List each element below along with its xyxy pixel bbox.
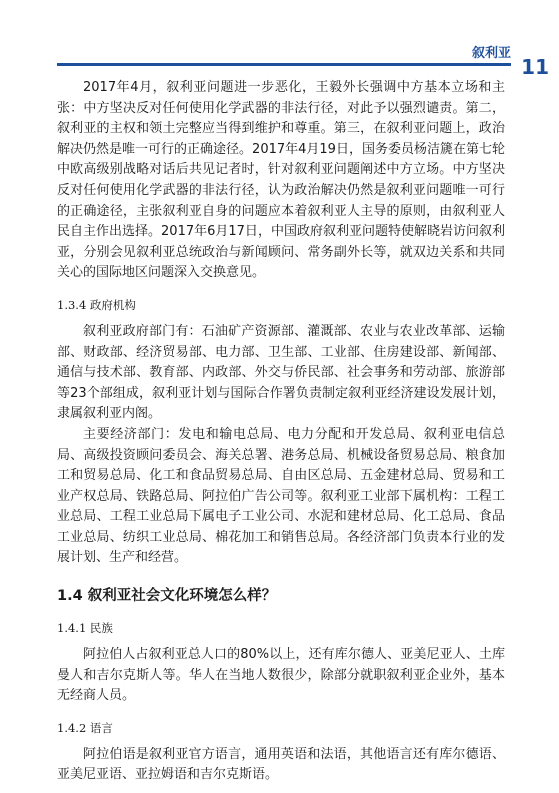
paragraph-language: 阿拉伯语是叙利亚官方语言，通用英语和法语，其他语言还有库尔德语、亚美尼亚语、亚拉姆语和吉尔克斯语。 (57, 746, 505, 783)
page-number: 11 (521, 55, 549, 79)
heading-ethnicity: 1.4.1 民族 (57, 621, 113, 636)
paragraph-economic-departments: 主要经济部门：发电和输电总局、电力分配和开发总局、叙利亚电信总局、高级投资顾问委员会、海关总署、港务总局、机械设备贸易总局、粮食加工和贸易总局、化工和食品贸易总局、自由区总局、五金建材总局、贸易和工业产权总局、铁路总局、阿拉伯广告公司等。叙利亚工业部下属机构：工程工业总局、工程工业总局下属电子工业公司、水泥和建材总局、化工总局、食品工业总局、纺织工业总局、棉花加工和销售总局。各经济部门负责本行业的发展计划、生产和经营。 (57, 426, 505, 566)
heading-government-agencies: 1.3.4 政府机构 (57, 297, 136, 312)
heading-language: 1.4.2 语言 (57, 720, 113, 735)
paragraph-ministries: 叙利亚政府部门有：石油矿产资源部、灌溉部、农业与农业改革部、运输部、财政部、经济贸易部、电力部、卫生部、工业部、住房建设部、新闻部、通信与技术部、教育部、内政部、外交与侨民部、社会事务和劳动部、旅游部等23个部组成，叙利亚计划与国际合作署负责制定叙利亚经济建设发展计划，隶属叙利亚内阁。 (57, 323, 505, 422)
paragraph-ethnicity: 阿拉伯人占叙利亚总人口的80%以上，还有库尔德人、亚美尼亚人、土库曼人和吉尔克斯人等。华人在当地人数很少，除部分就职叙利亚企业外，基本无经商人员。 (57, 647, 505, 704)
page-content (57, 78, 505, 786)
paragraph-diplomacy: 2017年4月，叙利亚问题进一步恶化，王毅外长强调中方基本立场和主张：中方坚决反对任何使用化学武器的非法行径，对此予以强烈谴责。第二，叙利亚的主权和领土完整应当得到维护和尊重。第三，在叙利亚问题上，政治解决仍然是唯一可行的正确途径。2017年4月19日，国务委员杨洁篪在第七轮中欧高级别战略对话后共见记者时，针对叙利亚问题阐述中方立场。中方坚决反对任何使用化学武器的非法行径，认为政治解决仍然是叙利亚问题唯一可行的正确途径，主张叙利亚自身的问题应本着叙利亚人主导的原则，由叙利亚人民自主作出选择。2017年6月17日，中国政府叙利亚问题特使解晓岩访问叙利亚，分别会见叙利亚总统政治与新闻顾问、常务副外长等，就双边关系和共同关心的国际地区问题深入交换意见。 (57, 80, 505, 281)
page-header (0, 0, 559, 80)
header-rule (57, 63, 511, 66)
heading-social-culture: 1.4 叙利亚社会文化环境怎么样？ (57, 588, 277, 605)
section-label: 叙利亚 (471, 46, 511, 61)
